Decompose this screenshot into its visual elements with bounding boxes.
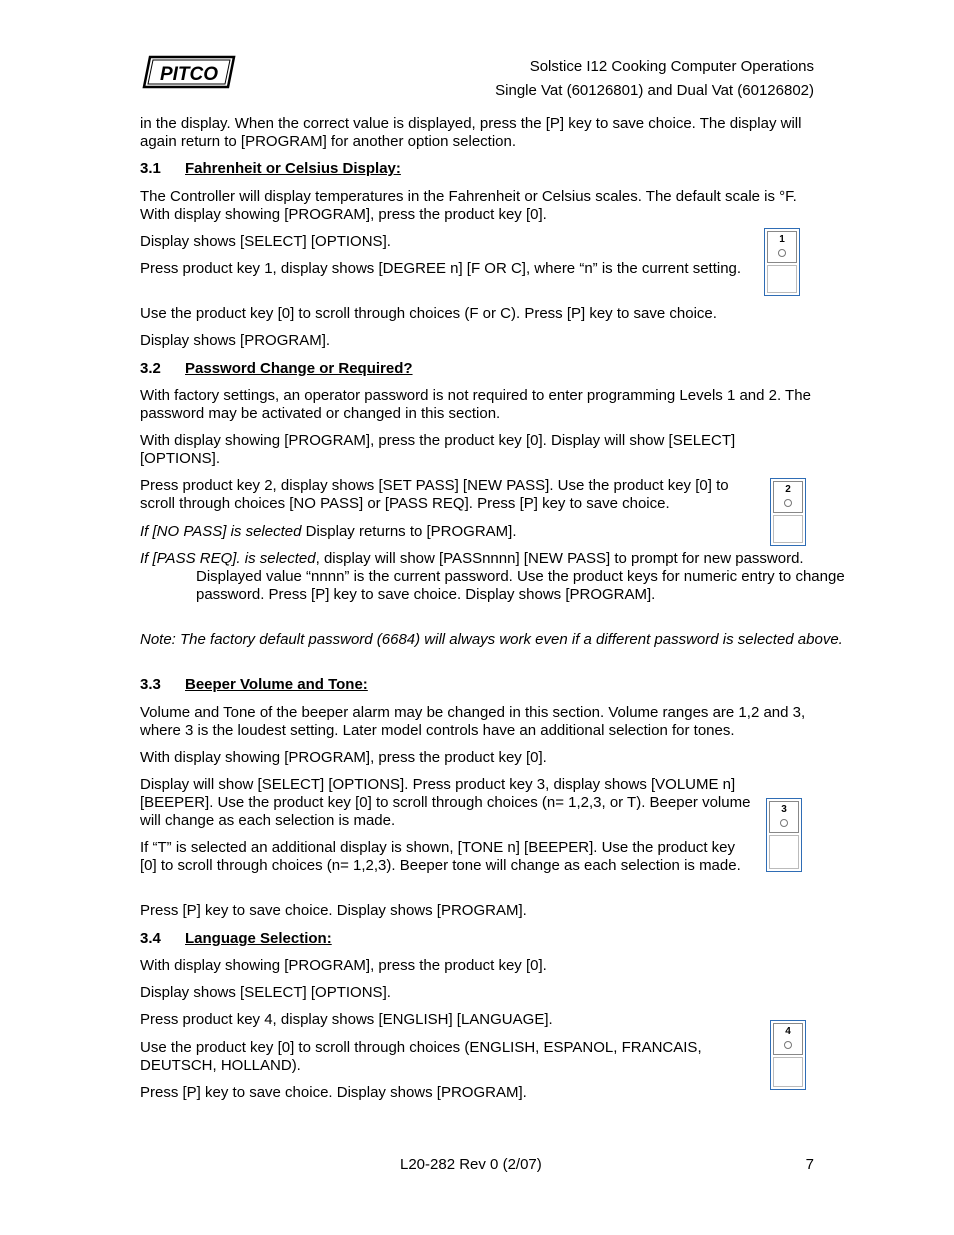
section-3-2-heading: 3.2 Password Change or Required? (140, 360, 413, 377)
header-subtitle: Single Vat (60126801) and Dual Vat (60126802) (495, 82, 814, 99)
s31-p5: Display shows [PROGRAM]. (140, 332, 331, 349)
section-3-4-heading: 3.4 Language Selection: (140, 930, 332, 947)
s33-p3: Display will show [SELECT] [OPTIONS]. Press product key 3, display shows [VOLUME n] [BEEPER]. Use the product key [0] to scroll through choices (n= 1,2,3, or T). Beeper volume will change as each selection is made. (140, 776, 751, 829)
s34-p2: Display shows [SELECT] [OPTIONS]. (140, 984, 391, 1001)
s33-p2: With display showing [PROGRAM], press the product key [0]. (140, 749, 547, 766)
s32-p1: With factory settings, an operator password is not required to enter programming Levels 1 and 2. The password may be activated or changed in this section. (140, 387, 811, 422)
s31-p3: Press product key 1, display shows [DEGREE n] [F OR C], where “n” is the current setting. (140, 260, 742, 277)
footer-doc-number: L20-282 Rev 0 (2/07) (400, 1156, 542, 1173)
product-key-3-icon: 3 (766, 798, 802, 872)
section-3-3-heading: 3.3 Beeper Volume and Tone: (140, 676, 368, 693)
s34-p3: Press product key 4, display shows [ENGLISH] [LANGUAGE]. (140, 1011, 553, 1028)
s33-p1: Volume and Tone of the beeper alarm may be changed in this section. Volume ranges are 1,2 and 3, where 3 is the loudest setting. Later model controls have an additional selection for tones. (140, 704, 806, 739)
s33-p4: If “T” is selected an additional display is shown, [TONE n] [BEEPER]. Use the product key [0] to scroll through choices (n= 1,2,3). Beeper tone will change as each selection is made. (140, 839, 741, 874)
product-key-4-icon: 4 (770, 1020, 806, 1090)
footer-page-number: 7 (805, 1156, 814, 1173)
product-key-1-icon: 1 (764, 228, 800, 296)
s33-p5: Press [P] key to save choice. Display shows [PROGRAM]. (140, 902, 527, 919)
s34-p1: With display showing [PROGRAM], press the product key [0]. (140, 957, 547, 974)
s32-p4: If [NO PASS] is selected Display returns to [PROGRAM]. (140, 523, 517, 540)
s31-p2: Display shows [SELECT] [OPTIONS]. (140, 233, 391, 250)
s34-p5: Press [P] key to save choice. Display shows [PROGRAM]. (140, 1084, 527, 1101)
svg-text:PITCO: PITCO (159, 64, 219, 85)
s32-note: Note: The factory default password (6684) will always work even if a different password is selected above. (140, 631, 843, 648)
s34-p4: Use the product key [0] to scroll through choices (ENGLISH, ESPANOL, FRANCAIS, DEUTSCH, HOLLAND). (140, 1039, 702, 1074)
s32-p3: Press product key 2, display shows [SET PASS] [NEW PASS]. Use the product key [0] to scroll through choices [NO PASS] or [PASS REQ]. Press [P] key to save choice. (140, 477, 729, 512)
s32-p5: If [PASS REQ]. is selected, display will show [PASSnnnn] [NEW PASS] to prompt for new password. Displayed value “nnnn” is the current password. Use the product keys for numeric entry to change password. Press [P] key to save choice. Display shows [PROGRAM]. (140, 550, 845, 603)
header-title: Solstice I12 Cooking Computer Operations (529, 58, 814, 75)
s32-p2: With display showing [PROGRAM], press the product key [0]. Display will show [SELECT] [OPTIONS]. (140, 432, 736, 467)
intro-paragraph: in the display. When the correct value is displayed, press the [P] key to save choice. The display will again return to [PROGRAM] for another option selection. (140, 115, 802, 150)
s31-p4: Use the product key [0] to scroll through choices (F or C). Press [P] key to save choice. (140, 305, 717, 322)
section-3-1-heading: 3.1 Fahrenheit or Celsius Display: (140, 160, 401, 177)
pitco-logo (142, 55, 236, 89)
product-key-2-icon: 2 (770, 478, 806, 546)
s31-p1: The Controller will display temperatures in the Fahrenheit or Celsius scales. The default scale is °F. With display showing [PROGRAM], press the product key [0]. (140, 188, 797, 223)
